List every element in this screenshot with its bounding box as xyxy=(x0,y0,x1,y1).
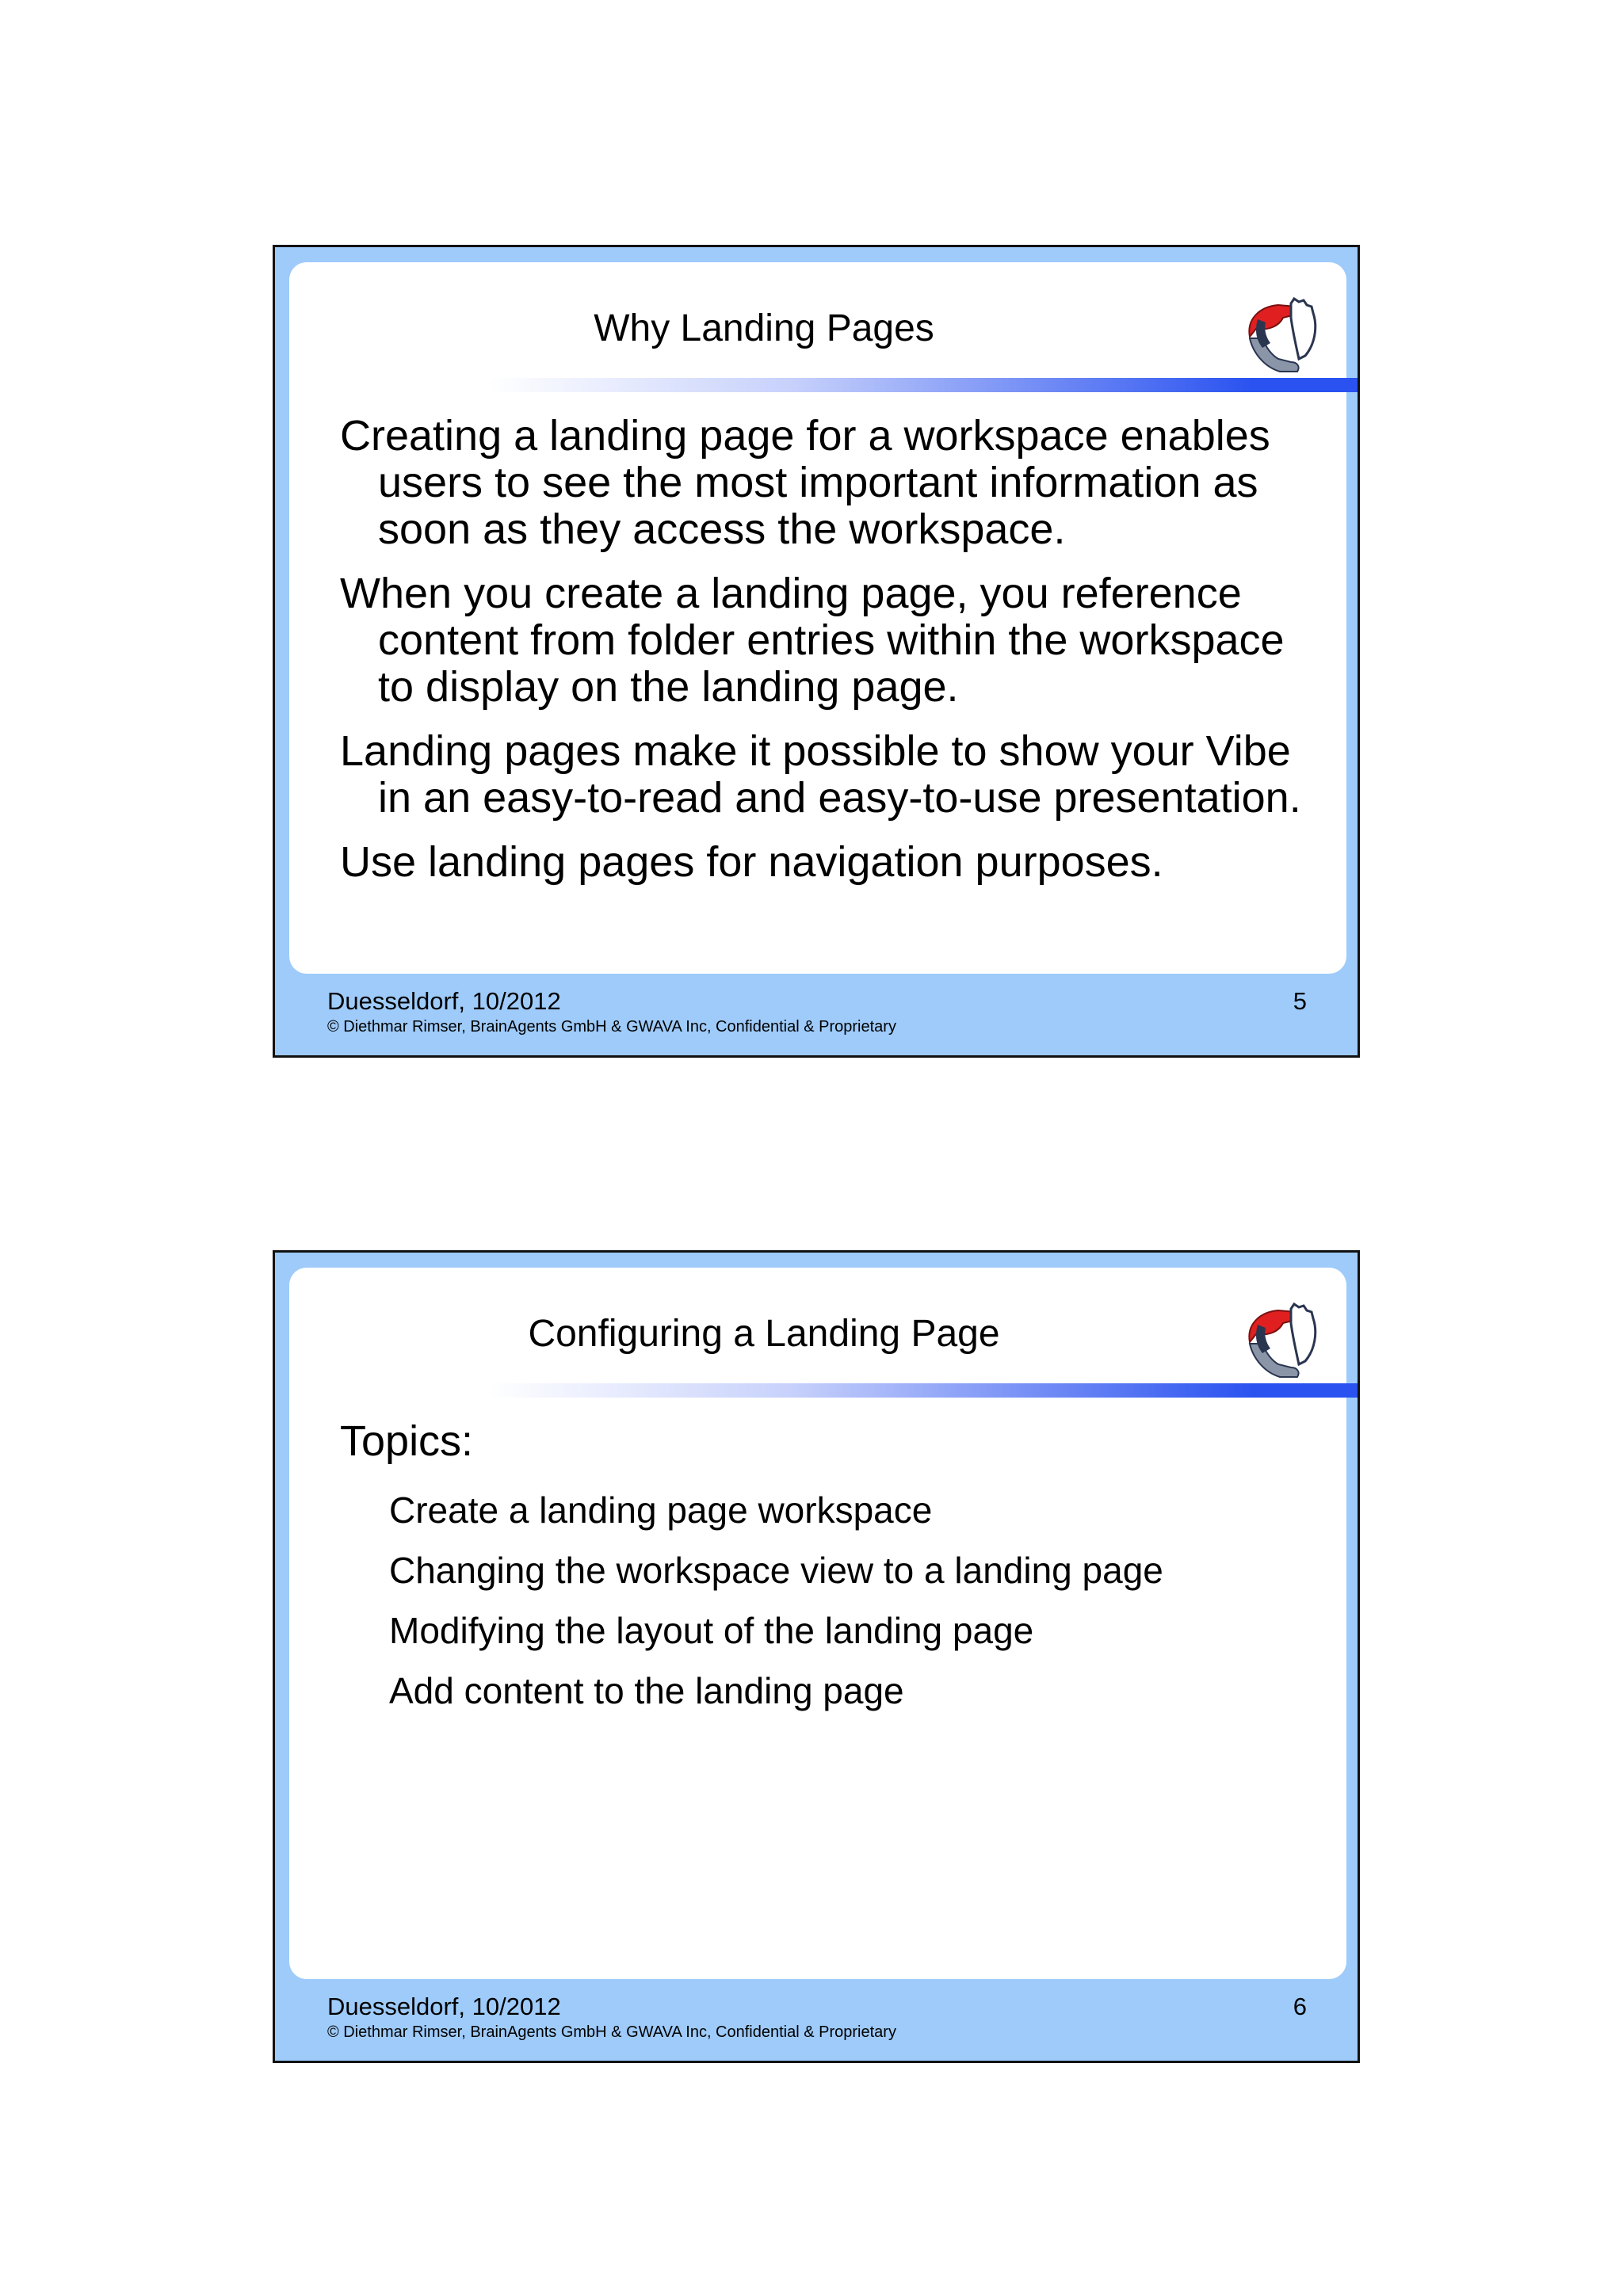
topic-item: Changing the workspace view to a landing page xyxy=(389,1550,1163,1591)
footer-place-date: Duesseldorf, 10/2012 xyxy=(327,987,561,1015)
footer-copyright: © Diethmar Rimser, BrainAgents GmbH & GWAVA Inc, Confidential & Proprietary xyxy=(327,1018,896,1035)
topics-heading: Topics: xyxy=(340,1417,474,1465)
title-gradient-rule xyxy=(489,378,1358,392)
topic-item: Create a landing page workspace xyxy=(389,1489,933,1531)
slide-content-panel xyxy=(289,1268,1346,1979)
footer-place-date: Duesseldorf, 10/2012 xyxy=(327,1993,561,2020)
footer-copyright: © Diethmar Rimser, BrainAgents GmbH & GWAVA Inc, Confidential & Proprietary xyxy=(327,2023,896,2041)
slide-body xyxy=(340,413,1331,903)
slide-page-number: 5 xyxy=(1293,987,1307,1015)
bullet-item: Use landing pages for navigation purposes. xyxy=(340,838,1163,886)
hands-circle-logo-icon xyxy=(1235,296,1326,381)
slide-content-panel xyxy=(289,262,1346,974)
hands-circle-logo-icon xyxy=(1235,1301,1326,1386)
title-gradient-rule xyxy=(489,1383,1358,1398)
topic-item: Add content to the landing page xyxy=(389,1670,904,1711)
slide-page-number: 6 xyxy=(1293,1993,1307,2020)
slide-title: Why Landing Pages xyxy=(594,307,934,349)
topic-item: Modifying the layout of the landing page xyxy=(389,1610,1034,1651)
slide-6 xyxy=(273,1250,1360,2063)
bullet-item: Creating a landing page for a workspace enables users to see the most important information as soon as they access the workspace. xyxy=(340,412,1270,553)
slide-title: Configuring a Landing Page xyxy=(528,1313,1000,1355)
bullet-item: When you create a landing page, you reference content from folder entries within the workspace to display on the landing page. xyxy=(340,570,1285,711)
bullet-item: Landing pages make it possible to show your Vibe in an easy-to-read and easy-to-use presentation. xyxy=(340,727,1301,822)
slide-5 xyxy=(273,245,1360,1058)
slide-body xyxy=(340,1418,1331,1730)
